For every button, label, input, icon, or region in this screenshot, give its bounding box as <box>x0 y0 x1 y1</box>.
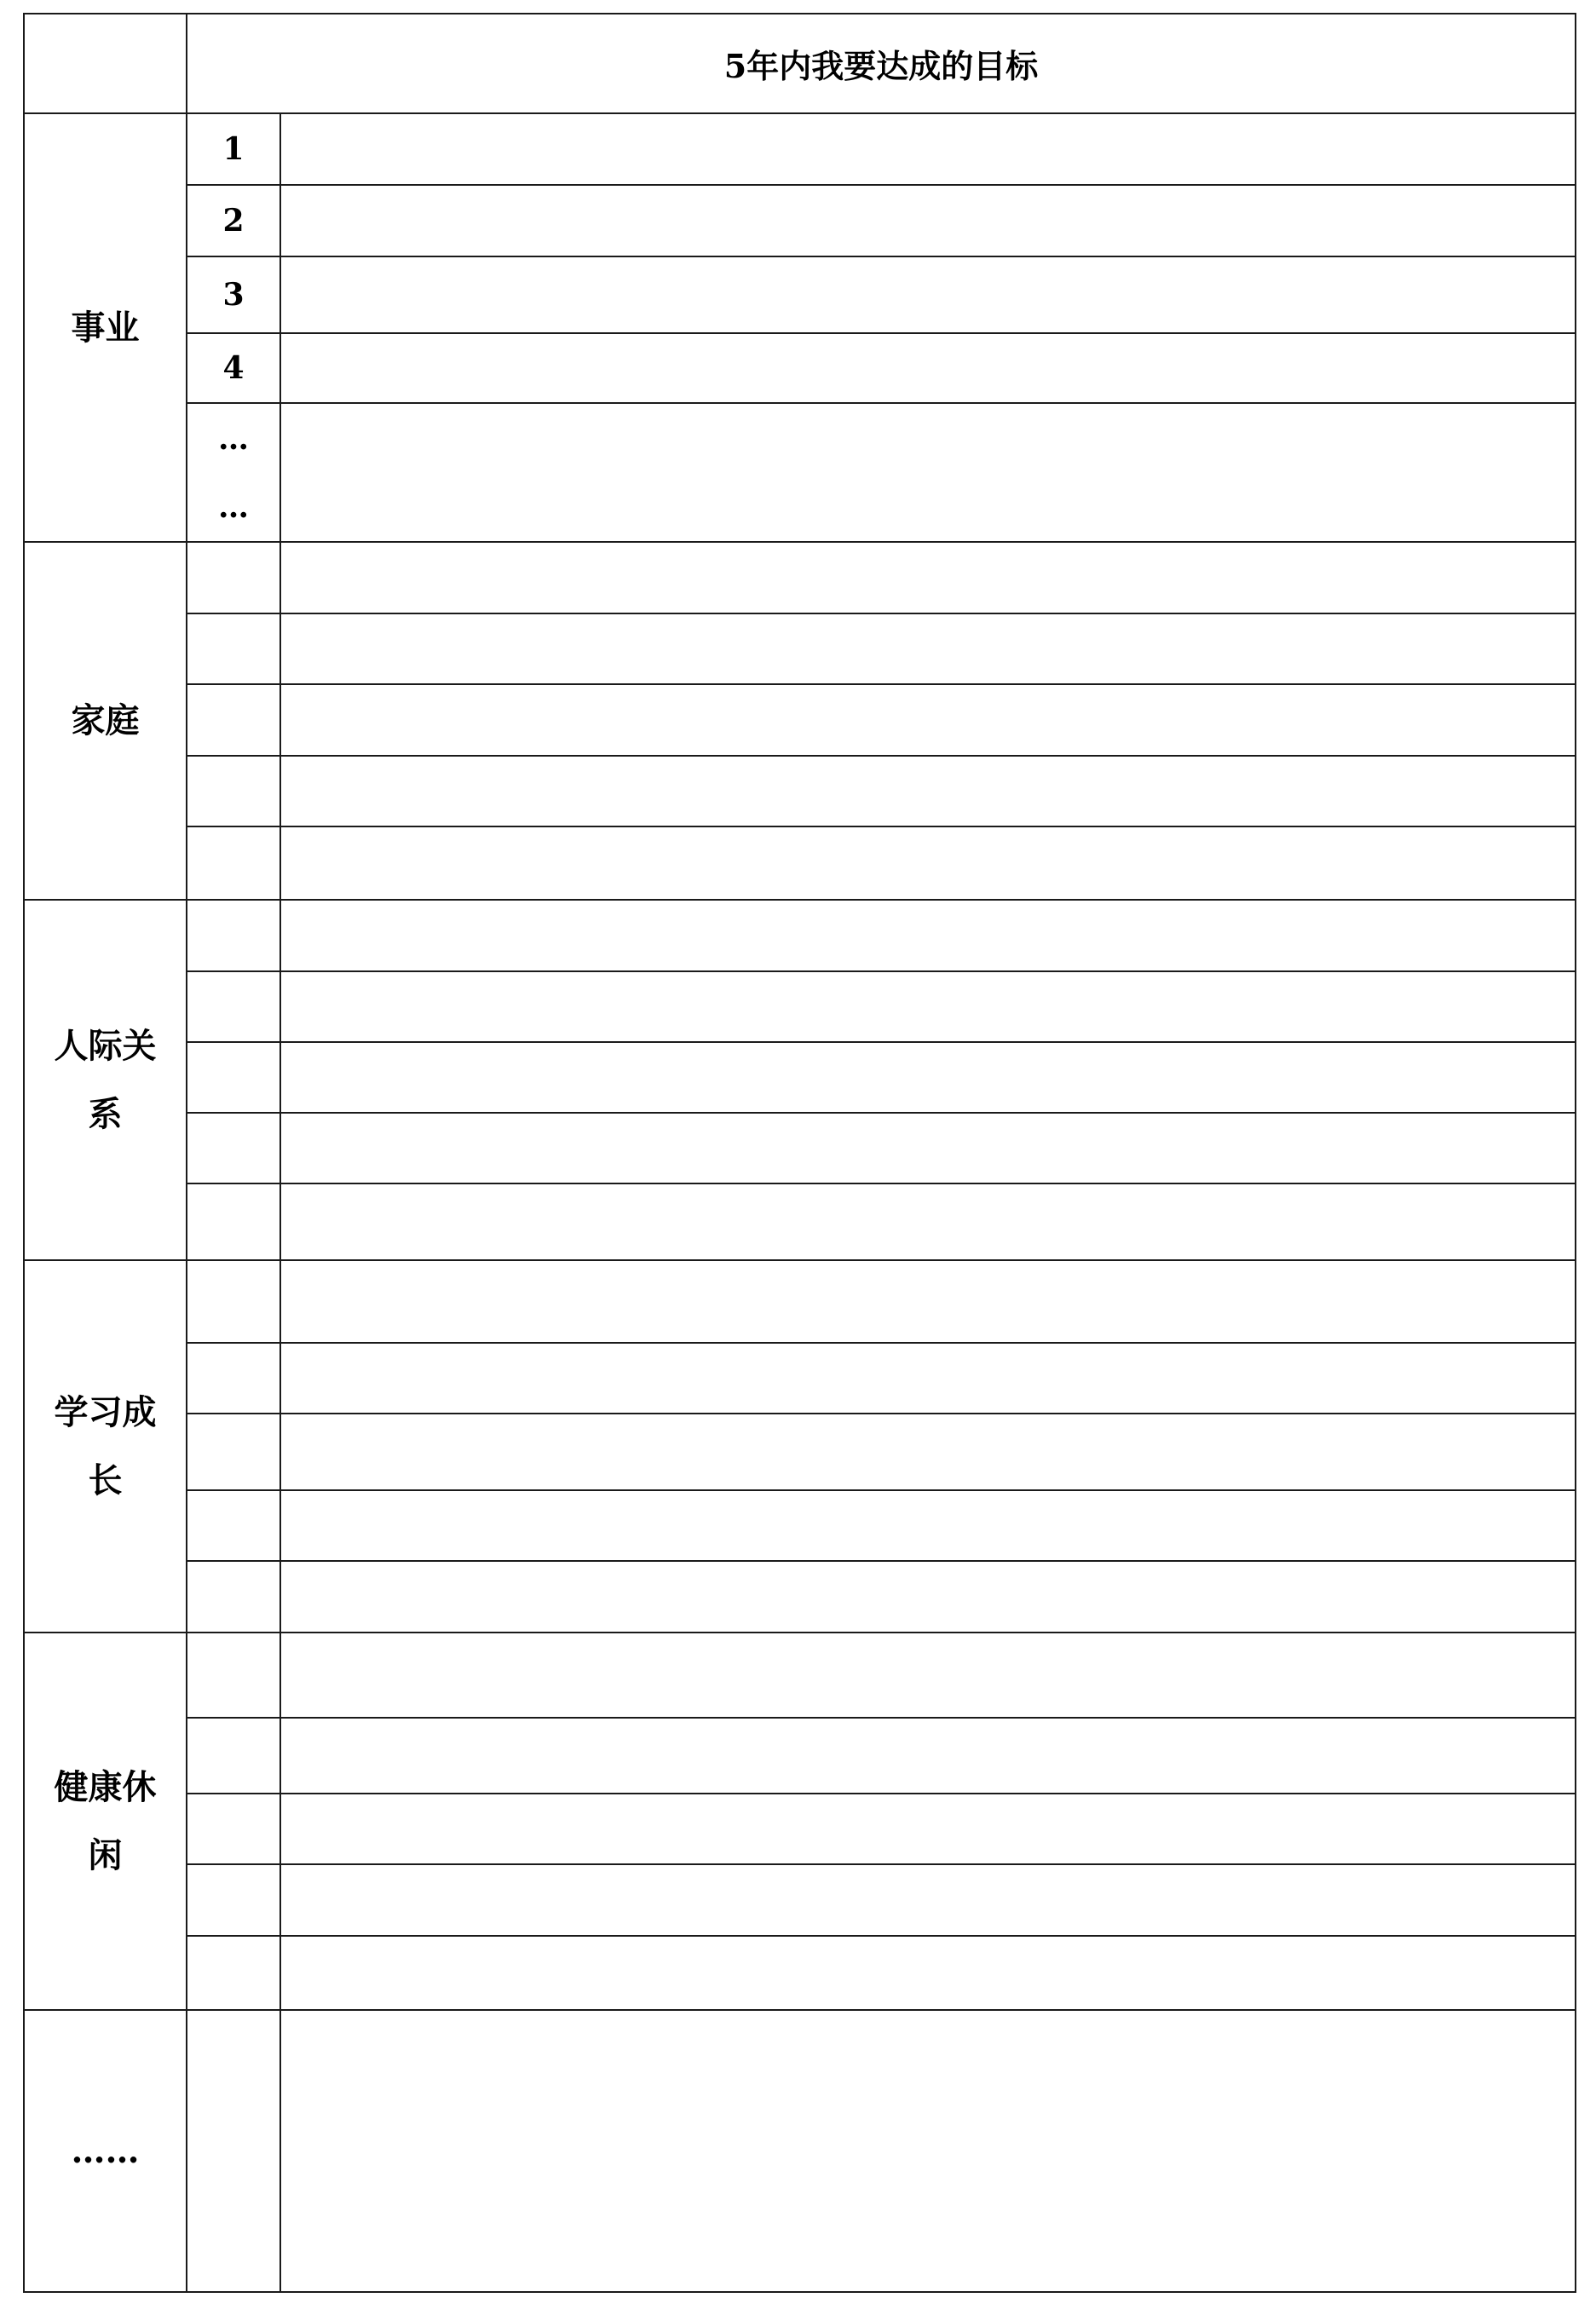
table-row <box>24 113 1576 185</box>
table-row <box>24 1343 1576 1414</box>
goal-entry-cell[interactable] <box>280 256 1576 333</box>
table-row <box>24 971 1576 1042</box>
table-row <box>24 1042 1576 1113</box>
goal-entry-cell[interactable] <box>280 684 1576 756</box>
goal-entry-cell[interactable] <box>280 1718 1576 1794</box>
table-row <box>24 1183 1576 1260</box>
table-row <box>24 333 1576 403</box>
category-career: 事业 <box>24 113 187 542</box>
header-corner-cell <box>24 14 187 113</box>
table-row <box>24 2010 1576 2292</box>
goal-entry-cell[interactable] <box>280 1414 1576 1490</box>
row-number: 3 <box>187 256 280 333</box>
table-row <box>24 1864 1576 1936</box>
goal-entry-cell[interactable] <box>280 403 1576 542</box>
row-number <box>187 613 280 684</box>
row-number <box>187 1718 280 1794</box>
ellipsis-line: … <box>218 488 249 525</box>
goal-entry-cell[interactable] <box>280 1042 1576 1113</box>
goal-planning-document <box>23 13 1575 2291</box>
row-number <box>187 1561 280 1633</box>
goal-entry-cell[interactable] <box>280 1794 1576 1864</box>
table-row <box>24 613 1576 684</box>
table-row <box>24 542 1576 613</box>
table-row <box>24 1490 1576 1561</box>
goal-entry-cell[interactable] <box>280 1490 1576 1561</box>
row-number <box>187 756 280 826</box>
goal-entry-cell[interactable] <box>280 1864 1576 1936</box>
row-number <box>187 1113 280 1183</box>
row-number <box>187 971 280 1042</box>
table-row <box>24 1633 1576 1718</box>
row-number <box>187 684 280 756</box>
goal-entry-cell[interactable] <box>280 1343 1576 1414</box>
table-row <box>24 684 1576 756</box>
row-number: 2 <box>187 185 280 256</box>
table-row <box>24 1113 1576 1183</box>
row-number <box>187 900 280 971</box>
goal-entry-cell[interactable] <box>280 900 1576 971</box>
goal-entry-cell[interactable] <box>280 1183 1576 1260</box>
goal-entry-cell[interactable] <box>280 1561 1576 1633</box>
category-more: …… <box>24 2010 187 2292</box>
row-number <box>187 1794 280 1864</box>
table-row <box>24 1260 1576 1343</box>
goal-entry-cell[interactable] <box>280 1260 1576 1343</box>
table-row <box>24 1794 1576 1864</box>
row-number <box>187 1260 280 1343</box>
table-row <box>24 1936 1576 2010</box>
goal-entry-cell[interactable] <box>280 1113 1576 1183</box>
table-row <box>24 1718 1576 1794</box>
category-relationships: 人际关系 <box>24 900 187 1260</box>
goal-entry-cell[interactable] <box>280 1936 1576 2010</box>
row-number <box>187 2010 280 2292</box>
goal-entry-cell[interactable] <box>280 971 1576 1042</box>
category-health-leisure: 健康休闲 <box>24 1633 187 2010</box>
table-title: 5年内我要达成的目标 <box>187 14 1576 113</box>
goal-entry-cell[interactable] <box>280 2010 1576 2292</box>
table-row <box>24 826 1576 900</box>
category-learning-growth: 学习成长 <box>24 1260 187 1633</box>
row-number <box>187 1864 280 1936</box>
row-number-ellipsis <box>187 403 280 542</box>
table-row <box>24 185 1576 256</box>
row-number: 1 <box>187 113 280 185</box>
table-header-row <box>24 14 1576 113</box>
goal-entry-cell[interactable] <box>280 826 1576 900</box>
goal-entry-cell[interactable] <box>280 542 1576 613</box>
row-number: 4 <box>187 333 280 403</box>
row-number <box>187 1633 280 1718</box>
row-number <box>187 1414 280 1490</box>
row-number <box>187 826 280 900</box>
row-number <box>187 1042 280 1113</box>
table-row <box>24 1414 1576 1490</box>
table-row <box>24 1561 1576 1633</box>
row-number <box>187 1183 280 1260</box>
row-number <box>187 1490 280 1561</box>
table-row <box>24 256 1576 333</box>
goal-entry-cell[interactable] <box>280 113 1576 185</box>
row-number <box>187 542 280 613</box>
goal-entry-cell[interactable] <box>280 613 1576 684</box>
goal-entry-cell[interactable] <box>280 756 1576 826</box>
row-number <box>187 1936 280 2010</box>
table-row <box>24 403 1576 542</box>
row-number <box>187 1343 280 1414</box>
table-row <box>24 756 1576 826</box>
goal-entry-cell[interactable] <box>280 333 1576 403</box>
goal-entry-cell[interactable] <box>280 185 1576 256</box>
five-year-goals-table <box>23 13 1576 2293</box>
table-row <box>24 900 1576 971</box>
ellipsis-line: … <box>218 420 249 457</box>
goal-entry-cell[interactable] <box>280 1633 1576 1718</box>
category-family: 家庭 <box>24 542 187 900</box>
